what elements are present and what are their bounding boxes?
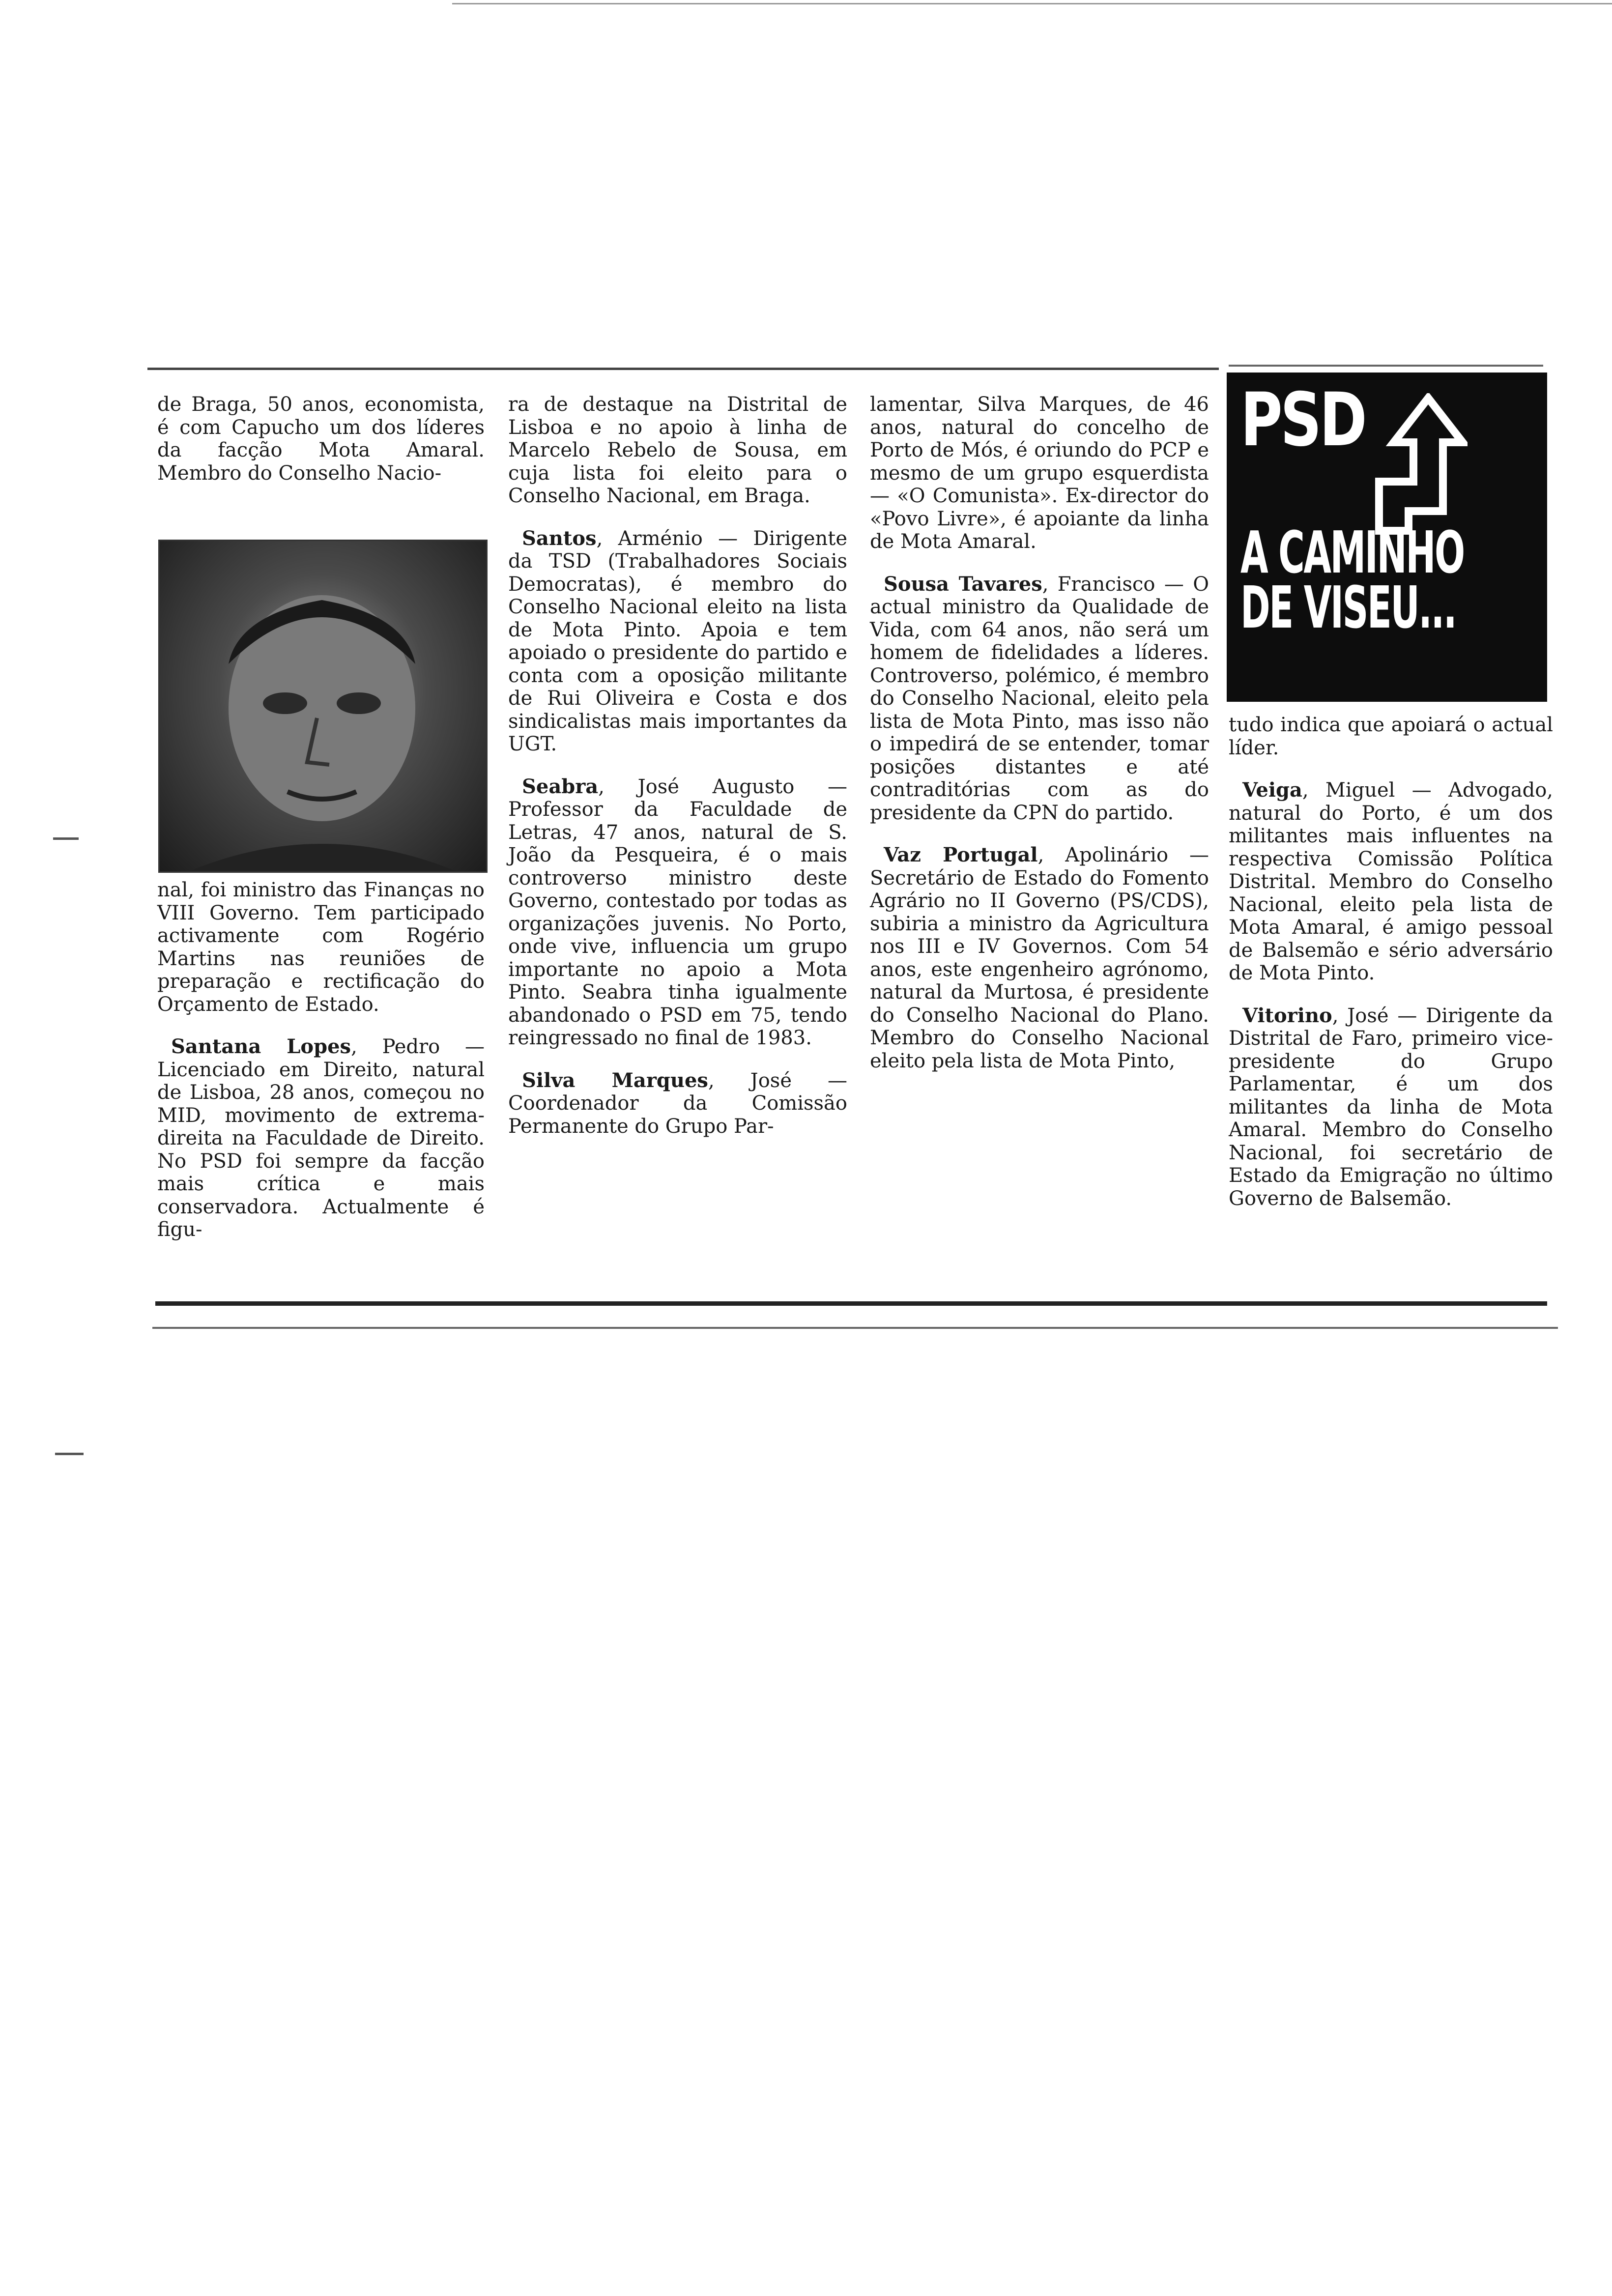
portrait-figure bbox=[160, 541, 486, 871]
person-name: Seabra bbox=[522, 775, 599, 798]
portrait-photo bbox=[158, 540, 488, 873]
box-top-rule bbox=[1229, 365, 1543, 367]
headline-line-2: DE VISEU... bbox=[1240, 574, 1456, 641]
bottom-noise-line bbox=[152, 1327, 1558, 1329]
paragraph: Veiga, Miguel — Advogado, natural do Porto, é um dos militantes mais influentes na respectiva Comissão Política Distrital. Membro do Conselho Nacional, eleito pela lista de Mota Amaral, é amigo pessoal de Balsemão e sério adversário de Mota Pinto. bbox=[1229, 778, 1553, 984]
paragraph: ra de destaque na Distrital de Lisboa e no apoio à linha de Marcelo Rebelo de Sousa, em cuja lista foi eleito para o Conselho Nacional, em Braga. bbox=[508, 393, 847, 507]
paragraph: Sousa Tavares, Francisco — O actual ministro da Qualidade de Vida, com 64 anos, não será um homem de fidelidades a líderes. Controverso, polémico, é membro do Conselho Nacional, eleito pela lista de Mota Pinto, mas isso não o impedirá de se entender, tomar posições distantes e até contraditórias com as do presidente da CPN do partido. bbox=[870, 572, 1209, 824]
person-name: Santana Lopes bbox=[171, 1035, 351, 1058]
paragraph: tudo indica que apoiará o actual líder. bbox=[1229, 714, 1553, 759]
headline-box bbox=[1227, 373, 1547, 702]
psd-logo: PSD bbox=[1240, 377, 1365, 463]
margin-mark bbox=[55, 1453, 84, 1455]
column-1-lower bbox=[157, 879, 485, 1241]
bottom-rule bbox=[155, 1301, 1547, 1306]
person-name: Vitorino bbox=[1242, 1004, 1332, 1027]
paragraph: Silva Marques, José — Coordenador da Comissão Permanente do Grupo Par- bbox=[508, 1068, 847, 1138]
paragraph: Santana Lopes, Pedro — Licenciado em Direito, natural de Lisboa, 28 anos, começou no MID, movimento de extrema-direita na Faculdade de Direito. No PSD foi sempre da facção mais crítica e mais conservadora. Actualmente é figu- bbox=[157, 1035, 485, 1241]
person-name: Santos bbox=[522, 526, 597, 550]
column-3 bbox=[870, 393, 1209, 1072]
paragraph: de Braga, 50 anos, economista, é com Capucho um dos líderes da facção Mota Amaral. Membro do Conselho Nacio- bbox=[157, 393, 485, 485]
person-name: Vaz Portugal bbox=[884, 843, 1038, 866]
paragraph: Vaz Portugal, Apolinário — Secretário de Estado do Fomento Agrário no II Governo (PS/CDS), subiria a ministro da Agricultura nos III e IV Governos. Com 54 anos, este engenheiro agrónomo, natural da Murtosa, é presidente do Conselho Nacional do Plano. Membro do Conselho Nacional eleito pela lista de Mota Pinto, bbox=[870, 843, 1209, 1072]
paragraph: Seabra, José Augusto — Professor da Faculdade de Letras, 47 anos, natural de S. João da Pesqueira, é o mais controverso ministro deste Governo, contestado por todas as organizações juvenis. No Porto, onde vive, influencia um grupo importante no apoio a Mota Pinto. Seabra tinha igualmente abandonado o PSD em 75, tendo reingressado no final de 1983. bbox=[508, 775, 847, 1049]
column-1 bbox=[157, 393, 485, 485]
paragraph: lamentar, Silva Marques, de 46 anos, natural do concelho de Porto de Mós, é oriundo do PCP e mesmo de um grupo esquerdista — «O Comunista». Ex-director do «Povo Livre», é apoiante da linha de Mota Amaral. bbox=[870, 393, 1209, 553]
arrow-up-icon bbox=[1369, 393, 1468, 536]
paragraph: Vitorino, José — Dirigente da Distrital de Faro, primeiro vice-presidente do Grupo Parlamentar, é um dos militantes da linha de Mota Amaral. Membro do Conselho Nacional, foi secretário de Estado da Emigração no último Governo de Balsemão. bbox=[1229, 1004, 1553, 1210]
person-name: Veiga bbox=[1242, 778, 1302, 802]
person-name: Sousa Tavares bbox=[884, 572, 1042, 596]
headline-line-1: A CAMINHO bbox=[1240, 518, 1464, 586]
margin-mark bbox=[53, 837, 79, 840]
top-rule bbox=[147, 368, 1219, 370]
person-name: Silva Marques bbox=[522, 1068, 708, 1092]
column-4 bbox=[1229, 714, 1553, 1210]
paragraph: nal, foi ministro das Finanças no VIII Governo. Tem participado activamente com Rogério Martins nas reuniões de preparação e rectificação do Orçamento de Estado. bbox=[157, 879, 485, 1016]
top-edge-line bbox=[452, 3, 1612, 4]
paragraph: Santos, Arménio — Dirigente da TSD (Trabalhadores Sociais Democratas), é membro do Conselho Nacional eleito na lista de Mota Pinto. Apoia e tem apoiado o presidente do partido e conta com a oposição militante de Rui Oliveira e Costa e dos sindicalistas mais importantes da UGT. bbox=[508, 526, 847, 755]
column-2 bbox=[508, 393, 847, 1138]
